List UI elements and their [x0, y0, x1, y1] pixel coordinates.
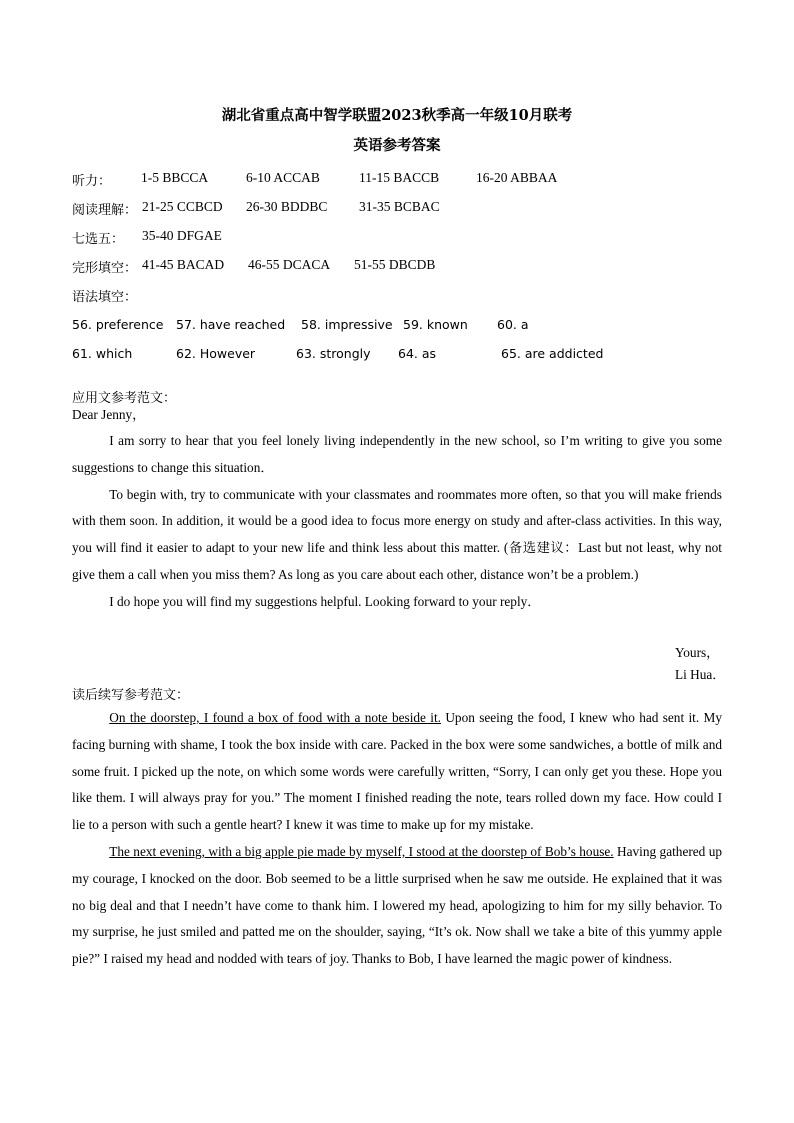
grammar-answer: 57. have reached — [176, 317, 286, 332]
grammar-answer: 62. However — [176, 346, 256, 361]
continuation-section-label: 读后续写参考范文： — [72, 688, 190, 703]
paragraph-text: Upon seeing the food, I knew who had sent it. My facing burning with shame, I took the box inside with care. Packed in the box were some sandwiches, a bottle of milk and some fruit. I picked up the note, on which some words were carefully written, “Sorry, I can only get you these. Hope you like them. I will always pray for you.” The moment I finished reading the note, tears rolled down my face. How could I lie to a person with such a gentle heart? I knew it was time to make up for my mistake. — [72, 710, 722, 833]
letter-section-label: 应用文参考范文： — [72, 391, 177, 406]
seven-five-label: 七选五： — [72, 232, 125, 247]
letter-signature: Li Hua． — [675, 667, 726, 682]
page-title: 湖北省重点高中智学联盟2023秋季高一年级10月联考 — [221, 107, 573, 124]
answer-group: 1-5 BBCCA — [141, 170, 209, 185]
given-sentence: On the doorstep, I found a box of food with a note beside it. — [109, 710, 441, 725]
paragraph-text: Having gathered up my courage, I knocked on the door. Bob seemed to be a little surprised when he saw me outside. He explained that it was no big deal and that I needn’t have come to thank him. I lowered my head, apologizing to him for my silly behavior. To my surprise, he just smiled and patted me on the shoulder, saying, “It’s ok. Now shall we take a bite of this yummy apple pie?” I raised my head and nodded with tears of joy. Thanks to Bob, I have learned the magic power of kindness. — [72, 843, 723, 967]
cloze-answers — [72, 257, 436, 276]
seven-five-answers — [72, 228, 222, 247]
letter-closing: Yours， — [675, 645, 720, 660]
cloze-label: 完形填空： — [72, 261, 138, 276]
grammar-answer: 65. are addicted — [501, 346, 604, 361]
answer-group: 51-55 DBCDB — [354, 257, 436, 272]
grammar-answer: 64. as — [398, 346, 437, 361]
letter-paragraph: I am sorry to hear that you feel lonely living independently in the new school, so I’m writing to give you some suggestions to change this situation． — [72, 433, 722, 475]
grammar-answer: 63. strongly — [296, 346, 371, 361]
listening-answers — [72, 170, 558, 189]
grammar-answer: 59. known — [403, 317, 468, 332]
given-sentence: The next evening, with a big apple pie made by myself, I stood at the doorstep of Bob’s house. — [109, 843, 614, 859]
grammar-answer: 58. impressive — [301, 317, 393, 332]
answer-group: 46-55 DCACA — [248, 257, 331, 272]
page-subtitle: 英语参考答案 — [353, 137, 441, 154]
answer-group: 16-20 ABBAA — [476, 170, 558, 185]
answer-group: 11-15 BACCB — [359, 170, 440, 185]
grammar-label: 语法填空： — [72, 290, 138, 305]
answer-group: 6-10 ACCAB — [246, 170, 320, 185]
grammar-answer: 56. preference — [72, 317, 164, 332]
answer-group: 41-45 BACAD — [142, 257, 225, 272]
answer-group: 31-35 BCBAC — [359, 199, 440, 214]
listening-label: 听力： — [72, 174, 112, 189]
continuation-body — [72, 705, 722, 973]
grammar-answer: 60. a — [497, 317, 529, 332]
letter-paragraph: I do hope you will find my suggestions helpful. Looking forward to your reply． — [109, 593, 541, 609]
continuation-paragraph — [72, 705, 722, 839]
reading-label: 阅读理解： — [72, 203, 138, 218]
letter-greeting: Dear Jenny， — [72, 407, 146, 422]
answer-group: 26-30 BDDBC — [246, 199, 328, 214]
answer-group: 21-25 CCBCD — [142, 199, 223, 214]
continuation-paragraph — [72, 839, 722, 973]
letter-body — [72, 402, 722, 616]
reading-answers — [72, 199, 440, 218]
grammar-answer: 61. which — [72, 346, 133, 361]
letter-paragraph: To begin with, try to communicate with your classmates and roommates more often, so that you will make friends with them soon. In addition, it would be a good idea to focus more energy on study and after-class activities. In this way, you will find it easier to adapt to your new life and think less about this matter. (备选建议：Last but not least, why not give them a call when you miss them? As long as you care about each other, distance won’t be a problem.) — [72, 486, 722, 582]
answer-group: 35-40 DFGAE — [142, 228, 222, 243]
